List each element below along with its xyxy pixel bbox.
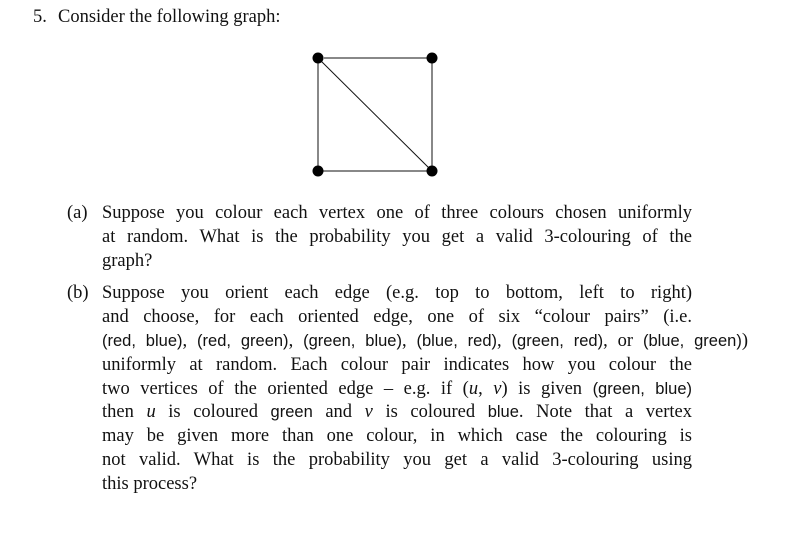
text-segment: may be given more than one colour, in which case the colouring is [102,426,692,446]
colour-term: (green, blue) [592,380,692,398]
text-segment: is coloured [372,402,488,422]
graph-vertex [313,166,324,177]
colour-term: (green, blue) [303,332,402,350]
colour-term: (green, red) [511,332,604,350]
part-text-line [102,379,692,400]
part-text-line [102,450,692,471]
text-segment: and choose, for each oriented edge, one of six “colour pairs” (i.e. [102,307,692,327]
part-text-line [102,307,692,328]
text-segment: , [401,331,417,351]
text-segment: two vertices of the oriented edge – e.g. if ( [102,379,469,399]
colour-term: (blue, red) [416,332,498,350]
text-segment: ) is given [501,379,593,399]
text-segment: , [288,331,304,351]
text-segment: not valid. What is the probability you get a valid 3-colouring using [102,450,692,470]
math-variable: v [493,379,502,399]
text-segment: graph? [102,251,153,271]
part-text-line [102,331,748,352]
part-label: (b) [67,283,89,303]
part-text-line [102,402,692,423]
text-segment: Suppose you orient each edge (e.g. top to bottom, left to right) [102,283,692,303]
graph-edge-diagonal [318,58,432,171]
colour-term: (blue, green) [642,332,742,350]
part-text-line [102,474,692,495]
colour-term: (red, blue) [102,332,183,350]
text-segment: ) [741,331,748,351]
question-number: 5. [33,7,47,27]
text-segment: and [312,402,365,422]
colour-term: green [270,403,313,421]
math-variable: v [364,402,373,422]
graph-vertex [427,166,438,177]
text-segment: is coloured [155,402,271,422]
text-segment: , [497,331,512,351]
part-label: (a) [67,203,88,223]
math-variable: u [146,402,156,422]
colour-term: (red, green) [197,332,289,350]
text-segment: this process? [102,474,198,494]
part-text-line [102,283,692,304]
colour-term: blue [487,403,519,421]
graph-vertex [313,53,324,64]
part-text-line [102,227,692,248]
part-text-line [102,251,692,272]
math-variable: u [468,379,479,399]
text-segment: , [478,379,494,399]
text-segment: , [182,331,198,351]
text-segment: at random. What is the probability you get a valid 3-colouring of the [102,227,692,247]
part-text-line [102,355,692,376]
text-segment: uniformly at random. Each colour pair indicates how you colour the [102,355,692,375]
text-segment: , or [603,331,643,351]
text-segment: then [102,402,147,422]
graph-vertex [427,53,438,64]
text-segment: Suppose you colour each vertex one of three colours chosen uniformly [102,203,692,223]
question-title: Consider the following graph: [58,7,281,27]
part-text-line [102,426,692,447]
text-segment: . Note that a vertex [518,402,693,422]
part-text-line [102,203,692,224]
